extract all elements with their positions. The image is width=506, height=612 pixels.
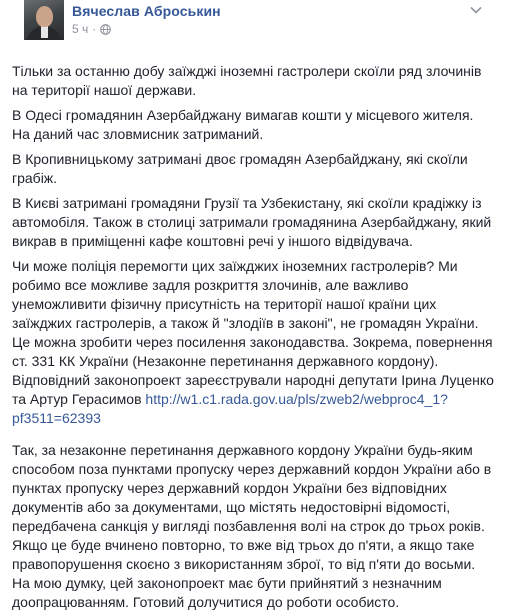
avatar[interactable] xyxy=(24,0,64,40)
paragraph-2: В Одесі громадянин Азербайджану вимагав кошти у місцевого жителя. На даний час зловмисник затриманий. xyxy=(12,107,474,142)
meta-separator: · xyxy=(92,22,97,36)
paragraph-5-text: Чи може поліція перемогти цих заїжджих іноземних гастролерів? Ми робимо все можливе задля розкриття злочинів, але важливо унеможливити фізичну присутність на території нашої країни цих заїжджих гастролерів, а також й "злодіїв в законі", не громадян України. Це можна зробити через посилення законодавства. Зокрема, повернення ст. 331 КК України (Незаконне перетинання державного кордону). Відповідний законопроект зареєстрували народні депутати Ірина Луценко та Артур Герасимов xyxy=(12,258,494,407)
post-timestamp[interactable]: 5 ч xyxy=(72,22,89,36)
globe-icon[interactable] xyxy=(100,24,111,35)
post-content xyxy=(12,62,494,612)
paragraph-4: В Києві затримані громадяни Грузії та Узбекистану, які скоїли крадіжку із автомобіля. Також в столиці затримали громадянина Азербайджану, який викрав в приміщенні кафе коштовні речі у іншого відвідувача. xyxy=(12,195,492,249)
chevron-down-icon[interactable] xyxy=(470,6,482,14)
paragraph-6: Так, за незаконне перетинання державного кордону України будь-яким способом поза пунктами пропуску через державний кордон України або в пунктах пропуску через державний кордон України без відповідних документів або за документами, що містять недостовірні відомості, передбачена санкція у вигляді позбавлення волі на строк до трьох років. Якщо це буде вчинено повторно, то вже від трьох до п'яти, а якщо таке правопорушення скоєно з використанням зброї, то від п'яти до восьми. На мою думку, цей законопроект має бути прийнятий з незначним доопрацюванням. Готовий долучитися до роботи особисто. xyxy=(12,442,492,610)
rada-bill-link[interactable]: http://w1.c1.rada.gov.ua/pls/zweb2/webproc4_1?pf3511=62393 xyxy=(12,391,448,426)
paragraph-3: В Кропивницькому затримані двоє громадян Азербайджану, які скоїли грабіж. xyxy=(12,151,468,186)
post-meta xyxy=(72,22,111,36)
post-header xyxy=(12,0,494,62)
paragraph-5 xyxy=(12,257,494,428)
author-name[interactable]: Вячеслав Аброськин xyxy=(72,3,221,19)
paragraph-1: Тільки за останню добу заїжджі іноземні гастролери скоїли ряд злочинів на території нашої держави. xyxy=(12,63,482,98)
